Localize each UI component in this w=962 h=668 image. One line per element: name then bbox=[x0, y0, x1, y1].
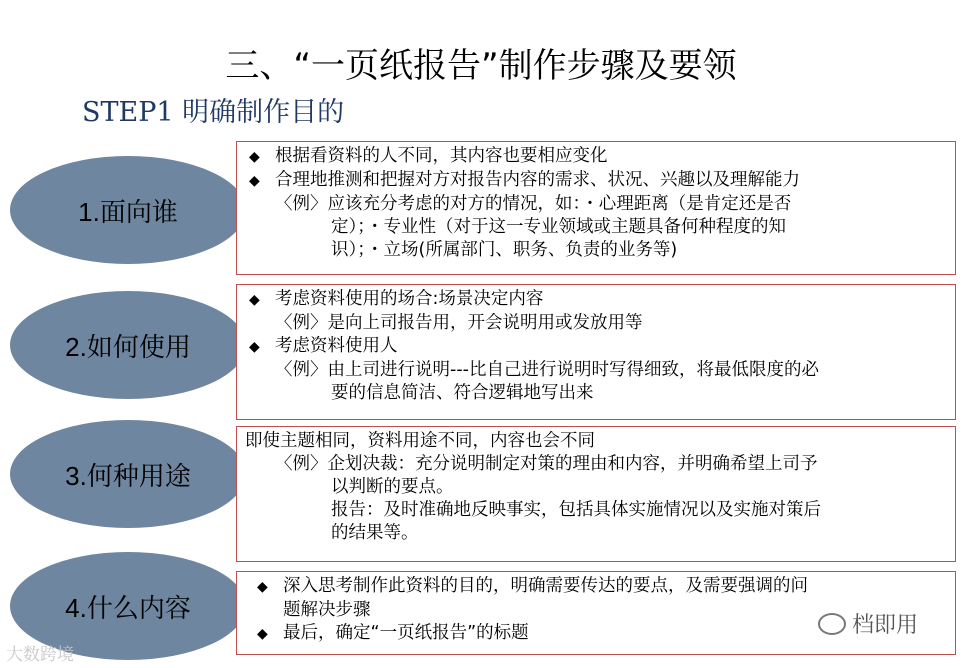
diamond-bullet-icon: ◆ bbox=[257, 626, 268, 642]
step-2-oval bbox=[10, 291, 246, 399]
step-3-oval bbox=[10, 420, 246, 528]
step-2-example-cont: 要的信息简洁、符合逻辑地写出来 bbox=[331, 383, 594, 403]
step-3-example: 〈例〉企划决裁：充分说明制定对策的理由和内容，并明确希望上司予 bbox=[275, 454, 818, 474]
step-3-label: 3.何种用途 bbox=[65, 460, 191, 491]
step-1-example: 〈例〉应该充分考虑的对方的情况，如：・心理距离（是肯定还是否 bbox=[275, 194, 792, 214]
step-1-oval bbox=[10, 156, 246, 264]
step-3-example-cont: 以判断的要点。 bbox=[331, 477, 454, 497]
step-1-line: 合理地推测和把握对方对报告内容的需求、状况、兴趣以及理解能力 bbox=[275, 170, 800, 190]
diamond-bullet-icon: ◆ bbox=[249, 173, 260, 189]
step-4-label: 4.什么内容 bbox=[65, 592, 191, 623]
diamond-bullet-icon: ◆ bbox=[257, 579, 268, 595]
diamond-bullet-icon: ◆ bbox=[249, 339, 260, 355]
diamond-bullet-icon: ◆ bbox=[249, 292, 260, 308]
step-3-box bbox=[236, 426, 956, 562]
step-1-line: 根据看资料的人不同，其内容也要相应变化 bbox=[275, 146, 608, 166]
step-4-line: 深入思考制作此资料的目的，明确需要传达的要点，及需要强调的问 bbox=[283, 576, 808, 596]
step-2-label: 2.如何使用 bbox=[65, 331, 191, 362]
step-subtitle: STEP1 明确制作目的 bbox=[82, 97, 345, 128]
wechat-icon bbox=[818, 613, 846, 635]
step-4-line-cont: 题解决步骤 bbox=[283, 600, 371, 620]
step-3-example-cont: 的结果等。 bbox=[331, 523, 419, 543]
step-3-example-cont: 报告：及时准确地反映事实，包括具体实施情况以及实施对策后 bbox=[331, 500, 821, 520]
step-2-box bbox=[236, 284, 956, 420]
step-1-box bbox=[236, 141, 956, 275]
step-1-example-cont: 识）；・立场(所属部门、职务、负责的业务等) bbox=[331, 240, 678, 260]
watermark-right-text: 档即用 bbox=[852, 613, 919, 638]
step-1-label: 1.面向谁 bbox=[78, 196, 178, 227]
step-3-line: 即使主题相同，资料用途不同，内容也会不同 bbox=[245, 431, 595, 451]
slide-title: 三、“一页纸报告”制作步骤及要领 bbox=[225, 46, 737, 86]
diamond-bullet-icon: ◆ bbox=[249, 149, 260, 165]
watermark-right bbox=[818, 608, 918, 639]
watermark-left: 大数跨境 bbox=[6, 645, 74, 665]
step-2-line: 考虑资料使用的场合:场景决定内容 bbox=[275, 289, 544, 309]
step-2-example: 〈例〉由上司进行说明---比自己进行说明时写得细致，将最低限度的必 bbox=[275, 360, 819, 380]
step-2-example: 〈例〉是向上司报告用，开会说明用或发放用等 bbox=[275, 313, 643, 333]
step-2-line: 考虑资料使用人 bbox=[275, 336, 398, 356]
step-1-example-cont: 定）；・专业性（对于这一专业领域或主题具备何种程度的知 bbox=[331, 217, 786, 237]
step-4-line: 最后，确定“一页纸报告”的标题 bbox=[283, 623, 529, 643]
